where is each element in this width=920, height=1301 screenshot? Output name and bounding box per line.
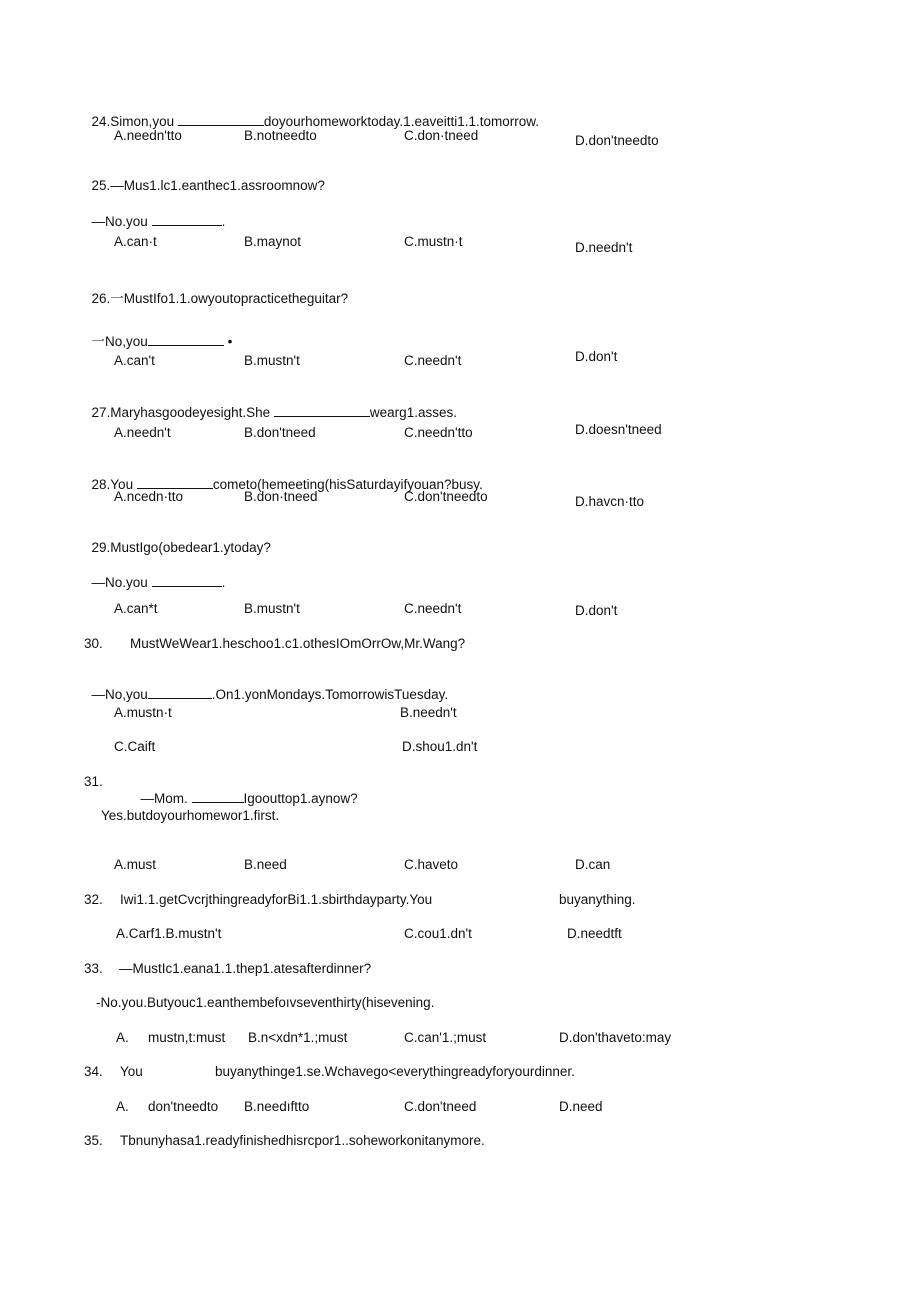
option-a: A.can't [114, 353, 155, 368]
answer-blank [178, 113, 264, 126]
question-31-reply: Yes.butdoyourhomewor1.first. [101, 808, 280, 823]
question-number: 24. [91, 114, 111, 129]
option-c: C.haveto [404, 857, 459, 872]
question-27-stem: 27.Maryhasgoodeyesight.She wearg1.asses. [91, 405, 457, 420]
option-c: C.cou1.dn't [404, 926, 472, 941]
answer-blank [148, 686, 212, 699]
question-28-stem: 28.You cometo(hemeeting(hisSaturdayifyouan?busy. [91, 477, 483, 492]
option-b: B.mustn't [244, 601, 300, 616]
option-d: D.can [575, 857, 611, 872]
question-number: 26. [91, 291, 111, 306]
question-32-stem-end: buyanything. [559, 892, 636, 907]
option-b: B.needn't [400, 705, 457, 720]
option-b: B.don·tneed [244, 489, 318, 504]
option-d: D.doesn'tneed [575, 422, 662, 437]
option-b: B.needıftto [244, 1099, 310, 1114]
option-c: C.don'tneedto [404, 489, 488, 504]
option-a: don'tneedto [148, 1099, 219, 1114]
question-34-stem: You [120, 1064, 143, 1079]
answer-blank [274, 404, 370, 417]
question-30-stem: MustWeWear1.heschoo1.c1.othesIOmOrrOw,Mr.Wang? [130, 636, 466, 651]
question-33-stem: —MustIc1.eana1.1.thep1.atesafterdinner? [119, 961, 372, 976]
option-c: C.mustn·t [404, 234, 463, 249]
option-a: A.can*t [114, 601, 158, 616]
question-30-reply: —No,you .On1.yonMondays.TomorrowisTuesday. [91, 687, 449, 702]
option-d: D.don'tneedto [575, 133, 659, 148]
question-26-reply: 一No,you • [91, 334, 233, 349]
question-number: 28. [91, 477, 111, 492]
answer-blank [192, 790, 244, 803]
option-a: A.ncedn·tto [114, 489, 184, 504]
question-32-stem: Iwi1.1.getCvcrjthingreadyforBi1.1.sbirthdayparty.You [120, 892, 433, 907]
question-31-number: 31. [84, 774, 103, 789]
question-24-stem: 24.Simon,you doyourhomeworktoday.1.eaveitti1.1.tomorrow. [91, 114, 540, 129]
option-c: C.needn't [404, 601, 462, 616]
option-ab: A.Carf1.B.mustn't [116, 926, 222, 941]
option-d: D.don't [575, 603, 618, 618]
question-25-stem: 25.—Mus1.lc1.eanthec1.assroomnow? [91, 178, 325, 193]
question-35-number: 35. [84, 1133, 103, 1148]
question-30-number: 30. [84, 636, 103, 651]
question-34-number: 34. [84, 1064, 103, 1079]
option-c: C.can'1.;must [404, 1030, 487, 1045]
option-b: B.n<xdn*1.;must [248, 1030, 348, 1045]
question-number: 29. [91, 540, 111, 555]
option-b: B.maynot [244, 234, 302, 249]
option-b: B.don'tneed [244, 425, 316, 440]
option-d: D.needn't [575, 240, 633, 255]
option-c: C.Caift [114, 739, 156, 754]
option-a-label: A. [116, 1030, 129, 1045]
option-c: C.needn'tto [404, 425, 473, 440]
option-b: B.mustn't [244, 353, 300, 368]
question-32-number: 32. [84, 892, 103, 907]
question-number: 25. [91, 178, 111, 193]
option-d: D.havcn·tto [575, 494, 645, 509]
question-26-stem: 26.一MustIfo1.1.owyoutopracticetheguitar? [91, 291, 349, 306]
option-a: A.mustn·t [114, 705, 172, 720]
question-34-stem-end: buyanythinge1.se.Wchavego<everythingreadyforyourdinner. [215, 1064, 575, 1079]
option-b: B.notneedto [244, 128, 317, 143]
answer-blank [137, 476, 213, 489]
option-c: C.don'tneed [404, 1099, 477, 1114]
question-31-stem: —Mom. Igoouttop1.aynow? [140, 791, 358, 806]
option-c: C.needn't [404, 353, 462, 368]
option-a: A.can·t [114, 234, 157, 249]
option-c: C.don·tneed [404, 128, 479, 143]
option-a: A.needn'tto [114, 128, 182, 143]
option-d: D.don't [575, 349, 618, 364]
option-d: D.shou1.dn't [402, 739, 478, 754]
question-33-reply: -No.you.Butyouc1.eanthembefoıvseventhirty(hisevening. [96, 995, 435, 1010]
option-b: B.need [244, 857, 287, 872]
option-d: D.need [559, 1099, 603, 1114]
option-d: D.don'thaveto:may [559, 1030, 672, 1045]
question-33-number: 33. [84, 961, 103, 976]
question-25-reply: —No.you . [91, 214, 226, 229]
option-a: mustn,t:must [148, 1030, 226, 1045]
question-number: 27. [91, 405, 111, 420]
option-a: A.needn't [114, 425, 171, 440]
option-a: A.must [114, 857, 157, 872]
option-a-label: A. [116, 1099, 129, 1114]
option-d: D.needtft [567, 926, 622, 941]
answer-blank [148, 333, 224, 346]
answer-blank [152, 574, 222, 587]
question-29-reply: —No.you . [91, 575, 226, 590]
question-35-stem: Tbnunyhasa1.readyfinishedhisrcpor1..soheworkonitanymore. [120, 1133, 485, 1148]
answer-blank [152, 213, 222, 226]
question-29-stem: 29.MustIgo(obedear1.ytoday? [91, 540, 271, 555]
